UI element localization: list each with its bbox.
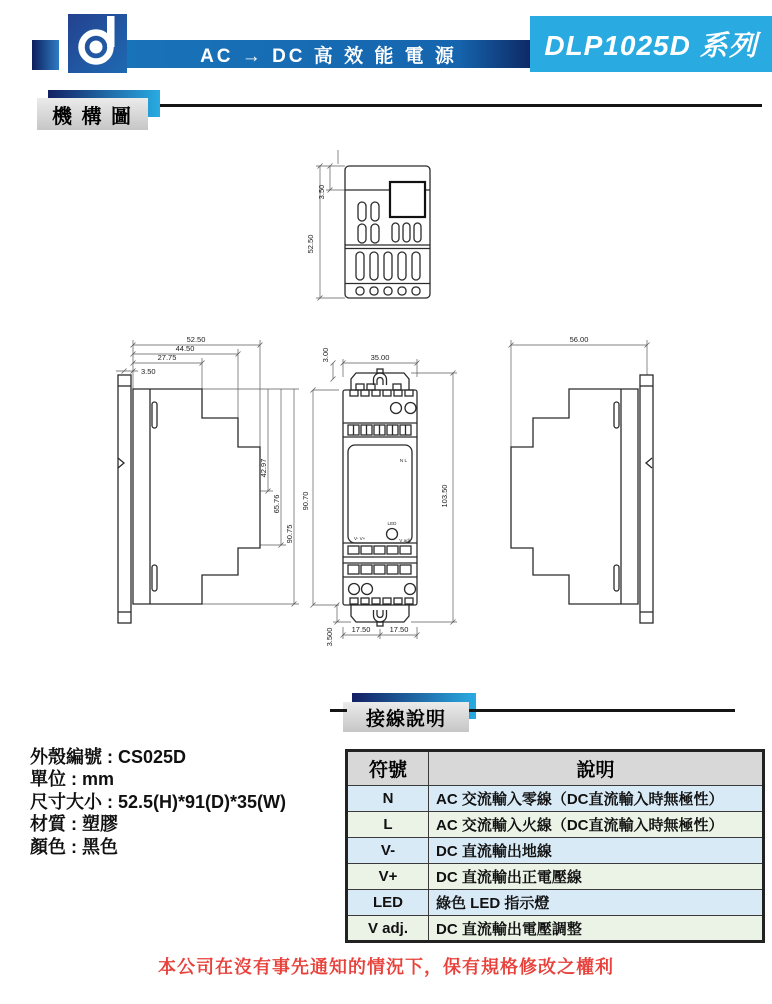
spec-dimensions: 尺寸大小 : 52.5(H)*91(D)*35(W) bbox=[30, 791, 287, 812]
front-view-output-label: V- V+ bbox=[354, 536, 366, 541]
table-row bbox=[347, 838, 764, 864]
front-view-dimensions bbox=[311, 359, 458, 639]
dim-label-42-97: 42.97 bbox=[259, 458, 268, 478]
top-view-dimensions bbox=[316, 150, 345, 301]
table-row bbox=[347, 890, 764, 916]
mechanical-section-rule bbox=[160, 104, 762, 107]
front-view-input-label: N L bbox=[399, 458, 407, 463]
mechanical-section-title: 機 構 圖 bbox=[37, 98, 148, 130]
description-cell: AC 交流輸入零線（DC直流輸入時無極性） bbox=[429, 786, 764, 812]
left-view-body bbox=[118, 375, 260, 623]
description-cell: DC 直流輸出正電壓線 bbox=[429, 864, 764, 890]
description-cell: 綠色 LED 指示燈 bbox=[429, 890, 764, 916]
brand-d-icon bbox=[68, 14, 127, 73]
description-cell: AC 交流輸入火線（DC直流輸入時無極性） bbox=[429, 812, 764, 838]
symbol-cell: V adj. bbox=[347, 916, 429, 942]
column-header-description: 說明 bbox=[429, 751, 764, 786]
spec-material: 材質 : 塑膠 bbox=[30, 814, 118, 835]
symbol-cell: V- bbox=[347, 838, 429, 864]
dim-label-44-50: 44.50 bbox=[175, 344, 195, 353]
dim-label-90-70: 90.70 bbox=[301, 491, 310, 511]
dim-label-3-50: 3.50 bbox=[141, 367, 156, 376]
dim-label-103-50: 103.50 bbox=[440, 484, 449, 508]
wiring-table bbox=[345, 749, 765, 943]
dim-label-56-00: 56.00 bbox=[569, 335, 589, 344]
description-cell: DC 直流輸出電壓調整 bbox=[429, 916, 764, 942]
symbol-cell: V+ bbox=[347, 864, 429, 890]
header-accent-chip bbox=[32, 40, 59, 70]
top-view-drawing bbox=[296, 142, 446, 317]
front-view-led-label: LED bbox=[387, 521, 397, 526]
symbol-cell: N bbox=[347, 786, 429, 812]
wiring-section-rule bbox=[469, 709, 735, 712]
dim-label-65-76: 65.76 bbox=[272, 494, 281, 514]
right-view-body bbox=[511, 375, 653, 623]
front-view-drawing bbox=[293, 333, 463, 668]
spec-unit: 單位 : mm bbox=[30, 769, 115, 790]
column-header-symbol: 符號 bbox=[347, 751, 429, 786]
brand-logo bbox=[68, 14, 127, 73]
table-row bbox=[347, 786, 764, 812]
table-row bbox=[347, 864, 764, 890]
symbol-cell: LED bbox=[347, 890, 429, 916]
dim-label-17-50-right: 17.50 bbox=[389, 625, 409, 634]
dim-label-3-00: 3.00 bbox=[321, 347, 330, 363]
right-side-view-drawing bbox=[492, 328, 672, 663]
spec-color: 顏色 : 黑色 bbox=[30, 836, 118, 857]
case-spec-block bbox=[30, 746, 286, 858]
front-view-adjust-label: V adj. bbox=[399, 538, 411, 543]
table-row bbox=[347, 812, 764, 838]
table-header-row bbox=[347, 751, 764, 786]
wiring-section-rule-left bbox=[330, 709, 347, 712]
dim-label-3-50: 3.50 bbox=[317, 184, 326, 200]
symbol-cell: L bbox=[347, 812, 429, 838]
dim-label-35-00: 35.00 bbox=[370, 353, 390, 362]
table-row bbox=[347, 916, 764, 942]
dim-label-52-50: 52.50 bbox=[186, 335, 206, 344]
dim-label-90-75: 90.75 bbox=[285, 524, 294, 544]
front-view-body bbox=[343, 369, 417, 626]
wiring-section-title: 接線說明 bbox=[343, 702, 469, 732]
top-view-cover-plate bbox=[390, 182, 425, 217]
right-view-dimensions bbox=[509, 340, 650, 447]
disclaimer-text: 本公司在沒有事先通知的情況下，保有規格修改之權利 bbox=[158, 957, 614, 977]
description-cell: DC 直流輸出地線 bbox=[429, 838, 764, 864]
header-tagline: AC → DC 高 效 能 電 源 bbox=[127, 40, 530, 68]
dim-label-27-75: 27.75 bbox=[157, 353, 177, 362]
left-side-view-drawing bbox=[98, 328, 323, 663]
dim-label-3-500: 3.500 bbox=[325, 627, 334, 647]
series-badge: DLP1025D 系列 bbox=[530, 16, 772, 72]
dim-label-17-50-left: 17.50 bbox=[351, 625, 371, 634]
dim-label-52-50: 52.50 bbox=[306, 234, 315, 254]
spec-case-number: 外殼編號 : CS025D bbox=[30, 747, 187, 767]
left-view-dimensions bbox=[116, 340, 299, 607]
